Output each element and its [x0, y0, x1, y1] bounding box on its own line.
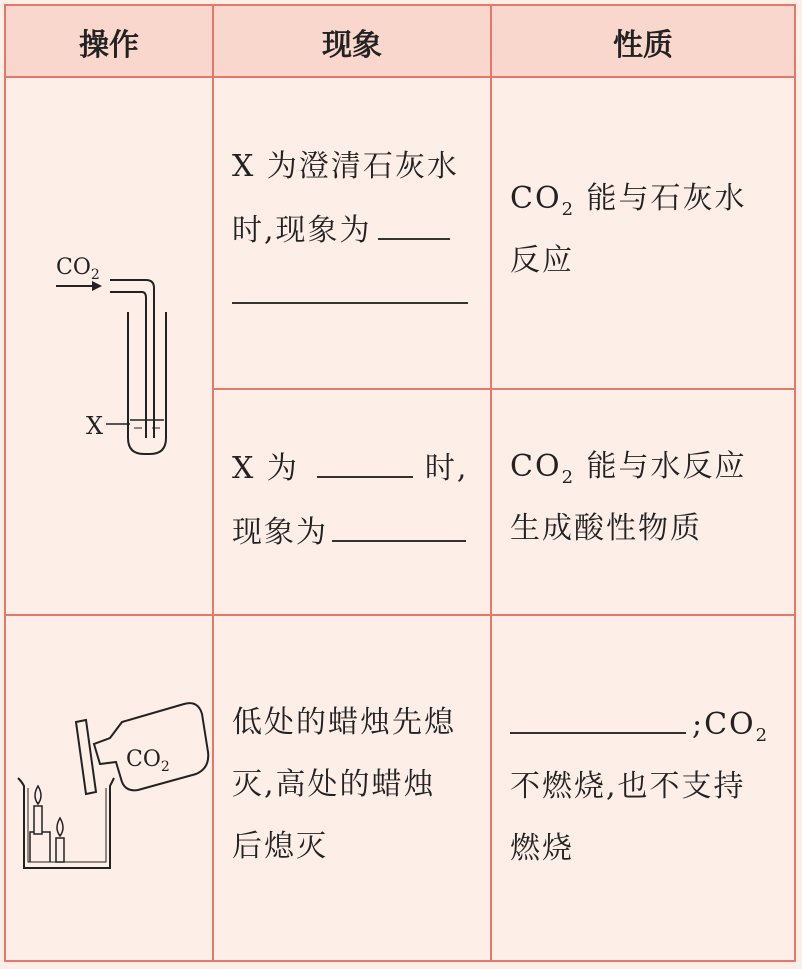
- phenomenon-limewater-line2-text: 时,现象为: [232, 213, 372, 248]
- property-water: [510, 436, 790, 560]
- co2-subscript-2: 2: [561, 467, 576, 488]
- phenomenon-candles: [232, 692, 482, 878]
- test-tube-figure: [46, 242, 176, 462]
- property-candles-line1: [510, 692, 790, 756]
- delivery-tube: [110, 280, 154, 438]
- property-candles-line2: 不燃烧,也不支持: [510, 769, 746, 804]
- property-candles: [510, 692, 790, 880]
- stair-step: [30, 832, 50, 862]
- phenomenon-x-line2: [232, 500, 482, 564]
- property-water-line1-text: 能与水反应: [575, 449, 747, 484]
- sub-row-divider: [212, 388, 794, 390]
- property-water-line1: [510, 436, 790, 498]
- low-candle: [56, 838, 64, 862]
- phenomenon-candles-line1: 低处的蜡烛先熄: [232, 705, 456, 740]
- phenomenon-limewater-line2: [232, 198, 482, 262]
- phenomenon-x-line2-text: 现象为: [232, 515, 328, 550]
- phenomenon-limewater: [232, 136, 482, 326]
- phenomenon-x-line1: [232, 436, 482, 500]
- answer-blank-5[interactable]: [510, 692, 686, 734]
- phenomenon-limewater-line1: X 为澄清石灰水: [232, 149, 459, 184]
- co2-formula-2: CO: [510, 449, 562, 484]
- tube-gas-label: $CO_2$: [56, 255, 100, 283]
- phenomenon-candles-line3: 后熄灭: [232, 829, 328, 864]
- answer-blank-3[interactable]: [317, 436, 413, 478]
- high-candle: [34, 806, 42, 834]
- candle-beaker-figure: [14, 692, 210, 878]
- property-candles-sep: ;CO: [692, 707, 756, 742]
- low-candle-flame: [57, 818, 63, 836]
- phenomenon-x-line1-prefix: X 为: [232, 451, 299, 486]
- beaker: [18, 778, 114, 868]
- property-limewater-line2: 反应: [510, 243, 574, 278]
- col-divider-1: [212, 6, 214, 960]
- header-operation: 操作: [79, 28, 139, 63]
- property-limewater-line1-text: 能与石灰水: [575, 181, 747, 216]
- property-candles-line3: 燃烧: [510, 831, 574, 866]
- header-property: 性质: [613, 28, 673, 63]
- bottle-stopper: [76, 720, 96, 794]
- header-phenomenon: 现象: [322, 28, 382, 63]
- row-divider: [6, 614, 794, 616]
- co2-subscript-3: 2: [755, 725, 770, 746]
- high-candle-flame: [35, 786, 41, 804]
- co2-formula: CO: [510, 181, 562, 216]
- answer-blank-2[interactable]: [232, 262, 468, 304]
- bottle-gas-label: $CO_2$: [126, 747, 170, 775]
- phenomenon-x-line1-suffix: 时,: [424, 451, 469, 486]
- table-frame: [4, 4, 796, 962]
- phenomenon-x-blank: [232, 436, 482, 564]
- co2-subscript: 2: [561, 199, 576, 220]
- phenomenon-limewater-line3: [232, 262, 482, 326]
- property-limewater: [510, 168, 790, 292]
- phenomenon-candles-line2: 灭,高处的蜡烛: [232, 767, 436, 802]
- property-water-line2: 生成酸性物质: [510, 511, 702, 546]
- answer-blank-4[interactable]: [332, 500, 466, 542]
- x-liquid-label: X: [86, 412, 104, 440]
- answer-blank-1[interactable]: [378, 198, 450, 240]
- property-limewater-line1: [510, 168, 790, 230]
- col-divider-2: [490, 6, 492, 960]
